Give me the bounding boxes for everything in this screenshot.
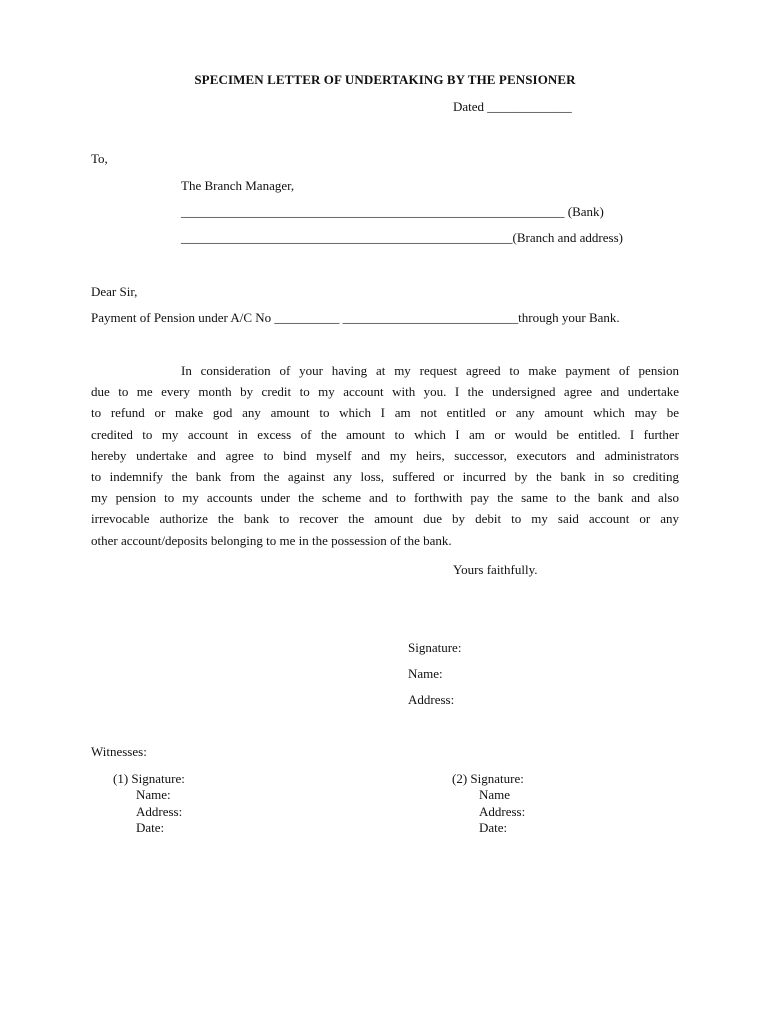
body-line: credited to my account in excess of the amount to which I am or would be entitled. I further bbox=[91, 426, 679, 442]
signature-label: Signature: bbox=[408, 640, 462, 655]
addressee: The Branch Manager, bbox=[181, 178, 295, 193]
body-line: hereby undertake and agree to bind myself and my heirs, successor, executors and administrators bbox=[91, 447, 679, 463]
body-line: due to me every month by credit to my account with you. I the undersigned agree and undertake bbox=[91, 384, 679, 400]
witness-1-address: Address: bbox=[136, 803, 183, 819]
body-paragraph bbox=[91, 360, 679, 551]
witness-2-address: Address: bbox=[479, 803, 526, 819]
document-title: SPECIMEN LETTER OF UNDERTAKING BY THE PENSIONER bbox=[194, 72, 576, 87]
body-line: my pension to my accounts under the scheme and to forthwith pay the same to the bank and also bbox=[91, 490, 679, 506]
greeting: Dear Sir, bbox=[91, 284, 138, 299]
salutation-to: To, bbox=[91, 151, 108, 166]
witness-1-signature: Signature: bbox=[131, 771, 185, 786]
name-label: Name: bbox=[408, 666, 443, 681]
witnesses-label: Witnesses: bbox=[91, 744, 147, 759]
witness-2-number: (2) bbox=[452, 771, 468, 786]
body-line: other account/deposits belonging to me in the possession of the bank. bbox=[91, 532, 452, 548]
witness-2-name: Name bbox=[479, 787, 511, 803]
witness-1-name: Name: bbox=[136, 787, 171, 803]
witness-2-signature: Signature: bbox=[470, 771, 524, 786]
body-line: to refund or make god any amount to which I am not entitled or any amount which may be bbox=[91, 405, 679, 421]
subject-line: Payment of Pension under A/C No __________ ___________________________through your Bank. bbox=[91, 310, 620, 325]
witness-1-date: Date: bbox=[136, 819, 165, 835]
closing: Yours faithfully. bbox=[453, 562, 538, 577]
address-label: Address: bbox=[408, 692, 455, 707]
dated-field: Dated _____________ bbox=[453, 99, 572, 114]
body-line: In consideration of your having at my request agreed to make payment of pension bbox=[181, 363, 679, 378]
witness-1-number: (1) bbox=[113, 771, 129, 786]
branch-address-line: ___________________________________________________(Branch and address) bbox=[181, 230, 623, 245]
body-line: irrevocable authorize the bank to recover the amount due by debit to my said account or any bbox=[91, 511, 679, 527]
witness-2-date: Date: bbox=[479, 819, 508, 835]
body-line: to indemnify the bank from the against any loss, suffered or incurred by the bank in so crediting bbox=[91, 468, 679, 484]
bank-line: ___________________________________________________________ (Bank) bbox=[181, 204, 604, 219]
witness-2-block bbox=[452, 771, 525, 836]
witness-1-block bbox=[113, 771, 185, 836]
